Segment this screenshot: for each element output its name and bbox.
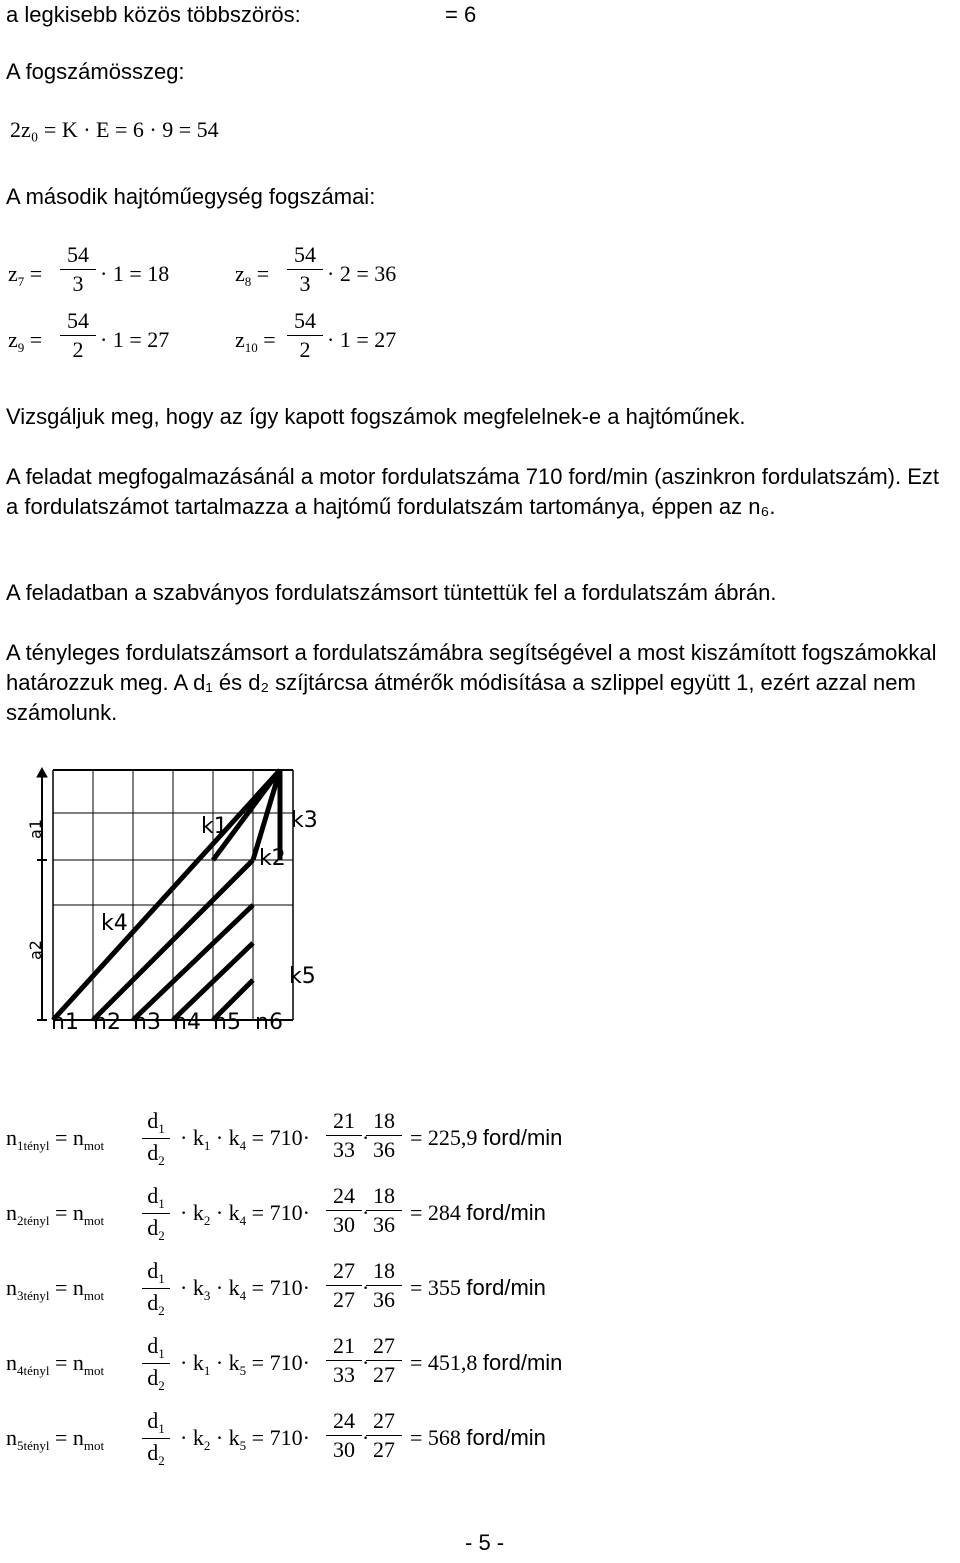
ratio-1 xyxy=(326,1183,362,1238)
dot: · xyxy=(362,1350,370,1375)
ratio-2-bar xyxy=(366,1210,402,1211)
ratio-2-num: 27 xyxy=(373,1333,395,1358)
n-symbol: n xyxy=(72,1275,84,1300)
ratio-1-bar xyxy=(326,1360,362,1361)
d2 xyxy=(142,1290,170,1319)
result-unit: ford/min xyxy=(482,1125,563,1150)
ratio-2-den: 36 xyxy=(373,1212,395,1237)
result-value: 225,9 xyxy=(427,1125,478,1150)
sum-title: A fogszámösszeg: xyxy=(6,59,185,84)
z-rest: · 1 = 18 xyxy=(100,261,170,286)
z-rest: · 1 = 27 xyxy=(100,327,170,352)
k-symbol: k xyxy=(228,1425,240,1450)
ratio-1 xyxy=(326,1333,362,1388)
z-index: 10 xyxy=(244,340,258,355)
n-mot-index: mot xyxy=(83,1363,105,1378)
d-index: 1 xyxy=(158,1121,165,1136)
d2 xyxy=(142,1365,170,1394)
d-symbol: d xyxy=(147,1408,159,1433)
k-product: · $k_2 \cdot k_5 = 710\cdot$ xyxy=(180,1425,310,1453)
d-index: 2 xyxy=(158,1378,165,1393)
ratio-1 xyxy=(326,1108,362,1163)
z-fraction-bar xyxy=(287,335,323,336)
dot: · xyxy=(362,1275,370,1300)
n-mot-index: mot xyxy=(83,1213,105,1228)
d-bar xyxy=(142,1138,170,1139)
n-mot-index: mot xyxy=(83,1438,105,1453)
d-index: 1 xyxy=(158,1196,165,1211)
speed-result: = 568 ford/min xyxy=(410,1425,546,1450)
z-index: 9 xyxy=(17,340,25,355)
k-symbol: k xyxy=(228,1125,240,1150)
ratio-2-num: 18 xyxy=(373,1258,395,1283)
result-unit: ford/min xyxy=(466,1275,546,1300)
k-symbol: k xyxy=(192,1425,204,1450)
d-index: 2 xyxy=(158,1453,165,1468)
ratio-2-den: 27 xyxy=(373,1437,395,1462)
k-index: 4 xyxy=(239,1138,247,1153)
d2 xyxy=(142,1440,170,1469)
d-symbol: d xyxy=(147,1365,159,1390)
paragraph-actual: A tényleges fordulatszámsort a fordulatszámábra segítségével a most kiszámított fogszámokkal határozzuk meg. A d₁ és d₂ szíjtárcsa átmérők módisítása a szlippel együtt 1, ezért azzal nem számolunk. xyxy=(6,640,937,725)
label-k2: k2 xyxy=(259,846,286,871)
ratio-2-num: 18 xyxy=(373,1183,395,1208)
speed-lhs: $n_{5tényl} = n_{mot}$ xyxy=(6,1425,105,1453)
speed-lhs: $n_{1tényl} = n_{mot}$ xyxy=(6,1125,105,1153)
d-bar xyxy=(142,1213,170,1214)
z-fraction xyxy=(287,308,323,363)
result-value: 284 xyxy=(427,1200,461,1225)
result-value: 451,8 xyxy=(427,1350,478,1375)
d-symbol: d xyxy=(147,1140,159,1165)
d-index: 1 xyxy=(158,1271,165,1286)
d-index: 1 xyxy=(158,1346,165,1361)
speed-result: = 355 ford/min xyxy=(410,1275,546,1300)
motor-speed: 710 xyxy=(269,1425,303,1450)
label-k4: k4 xyxy=(101,911,128,936)
ratio-1-bar xyxy=(326,1435,362,1436)
ratio-2 xyxy=(366,1258,402,1313)
z-fraction xyxy=(60,308,96,363)
z-index: 7 xyxy=(17,274,25,289)
d-symbol: d xyxy=(147,1290,159,1315)
ratio-1-bar xyxy=(326,1135,362,1136)
ratio-1-bar xyxy=(326,1210,362,1211)
z-symbol: z xyxy=(8,261,18,286)
n-index: 1tényl xyxy=(17,1138,50,1153)
ratio-2-bar xyxy=(366,1135,402,1136)
z-fraction-bar xyxy=(287,269,323,270)
n-index: 5tényl xyxy=(17,1438,50,1453)
ratio-1-den: 33 xyxy=(333,1362,355,1387)
k-index: 4 xyxy=(239,1288,247,1303)
n-symbol: n xyxy=(6,1125,17,1150)
n-symbol: n xyxy=(6,1425,17,1450)
ratio-1-num: 21 xyxy=(333,1333,355,1358)
ratio-1-den: 30 xyxy=(333,1212,355,1237)
n-symbol: n xyxy=(72,1425,84,1450)
result-unit: ford/min xyxy=(466,1425,546,1450)
k-index: 1 xyxy=(203,1138,211,1153)
ratio-1-den: 27 xyxy=(333,1287,355,1312)
k-symbol: k xyxy=(192,1125,204,1150)
motor-speed: 710 xyxy=(269,1125,303,1150)
result-unit: ford/min xyxy=(466,1200,546,1225)
ratio-2-den: 36 xyxy=(373,1137,395,1162)
z-lhs: $z_9$ = xyxy=(8,327,43,355)
z-rest: · 1 = 27 xyxy=(327,327,397,352)
d-bar xyxy=(142,1363,170,1364)
k-symbol: k xyxy=(192,1200,204,1225)
z-fraction-num: 54 xyxy=(67,308,89,333)
n-symbol: n xyxy=(6,1350,17,1375)
d-symbol: d xyxy=(147,1108,159,1133)
k-index: 5 xyxy=(239,1438,247,1453)
d2 xyxy=(142,1215,170,1244)
z-fraction-den: 3 xyxy=(299,271,311,296)
dot: · xyxy=(362,1200,370,1225)
z-symbol: z xyxy=(8,327,18,352)
k-product: · $k_1 \cdot k_4 = 710\cdot$ xyxy=(180,1125,310,1153)
ratio-2 xyxy=(366,1408,402,1463)
ratio-1-den: 30 xyxy=(333,1437,355,1462)
speed-lhs: $n_{4tényl} = n_{mot}$ xyxy=(6,1350,105,1378)
speed-diagram xyxy=(25,765,345,1035)
dot: · xyxy=(362,1125,370,1150)
d1 xyxy=(142,1183,170,1212)
label-n6: n6 xyxy=(255,1010,283,1035)
speed-result: = 225,9 ford/min xyxy=(410,1125,563,1150)
label-n5: n5 xyxy=(213,1010,241,1035)
ratio-2 xyxy=(366,1333,402,1388)
label-n1: n1 xyxy=(51,1010,79,1035)
speed-result: = 451,8 ford/min xyxy=(410,1350,563,1375)
k-symbol: k xyxy=(228,1275,240,1300)
d-ratio xyxy=(142,1108,170,1169)
d-index: 2 xyxy=(158,1228,165,1243)
paragraph-check: Vizsgáljuk meg, hogy az így kapott fogszámok megfelelnek-e a hajtóműnek. xyxy=(6,404,746,429)
d1 xyxy=(142,1408,170,1437)
ratio-1 xyxy=(326,1408,362,1463)
z-fraction-num: 54 xyxy=(67,242,89,267)
label-a1: a1 xyxy=(26,819,45,839)
ratio-1-num: 27 xyxy=(333,1258,355,1283)
z-fraction-den: 2 xyxy=(299,337,311,362)
d-ratio xyxy=(142,1258,170,1319)
k-index: 2 xyxy=(203,1438,211,1453)
ratio-2-den: 27 xyxy=(373,1362,395,1387)
label-n3: n3 xyxy=(133,1010,161,1035)
speed-lhs: $n_{2tényl} = n_{mot}$ xyxy=(6,1200,105,1228)
dot: · xyxy=(362,1425,370,1450)
d-symbol: d xyxy=(147,1215,159,1240)
k-symbol: k xyxy=(228,1200,240,1225)
label-n2: n2 xyxy=(93,1010,121,1035)
n-symbol: n xyxy=(6,1275,17,1300)
ratio-2-bar xyxy=(366,1360,402,1361)
paragraph-motor: A feladat megfogalmazásánál a motor fordulatszáma 710 ford/min (aszinkron fordulatszám). Ezt a fordulatszámot tartalmazza a hajtómű fordulatszám tartománya, éppen az n₆. xyxy=(6,464,940,519)
k-product: · $k_3 \cdot k_4 = 710\cdot$ xyxy=(180,1275,310,1303)
n-symbol: n xyxy=(6,1200,17,1225)
d-bar xyxy=(142,1438,170,1439)
d1 xyxy=(142,1258,170,1287)
speed-result: = 284 ford/min xyxy=(410,1200,546,1225)
d-ratio xyxy=(142,1333,170,1394)
n-index: 2tényl xyxy=(17,1213,50,1228)
label-a2: a2 xyxy=(26,940,45,960)
z-lhs: $z_{10}$ = xyxy=(235,327,276,355)
z-fraction xyxy=(60,242,96,297)
d-index: 2 xyxy=(158,1303,165,1318)
k-index: 1 xyxy=(203,1363,211,1378)
n-mot-index: mot xyxy=(83,1138,105,1153)
ratio-2-num: 27 xyxy=(373,1408,395,1433)
k-symbol: k xyxy=(192,1275,204,1300)
d1 xyxy=(142,1333,170,1362)
z-fraction-den: 2 xyxy=(72,337,84,362)
label-k3: k3 xyxy=(291,808,318,833)
k-index: 4 xyxy=(239,1213,247,1228)
paragraph-standard: A feladatban a szabványos fordulatszámsort tüntettük fel a fordulatszám ábrán. xyxy=(6,580,777,605)
motor-speed: 710 xyxy=(269,1350,303,1375)
ratio-1 xyxy=(326,1258,362,1313)
ratio-1-num: 24 xyxy=(333,1183,355,1208)
ratio-2 xyxy=(366,1108,402,1163)
n-symbol: n xyxy=(72,1350,84,1375)
result-value: 568 xyxy=(427,1425,461,1450)
speed-lhs: $n_{3tényl} = n_{mot}$ xyxy=(6,1275,105,1303)
ratio-1-den: 33 xyxy=(333,1137,355,1162)
result-unit: ford/min xyxy=(482,1350,563,1375)
label-n4: n4 xyxy=(173,1010,201,1035)
n-index: 4tényl xyxy=(17,1363,50,1378)
d-index: 1 xyxy=(158,1421,165,1436)
page-number: - 5 - xyxy=(465,1530,505,1555)
n-index: 3tényl xyxy=(17,1288,50,1303)
k-symbol: k xyxy=(192,1350,204,1375)
d-symbol: d xyxy=(147,1183,159,1208)
d-ratio xyxy=(142,1408,170,1469)
n-symbol: n xyxy=(72,1125,84,1150)
z-fraction-num: 54 xyxy=(294,242,316,267)
z-rest: · 2 = 36 xyxy=(327,261,397,286)
sum-formula: 2z₀ = K · E = 6 · 9 = 54 xyxy=(10,117,219,142)
n-symbol: n xyxy=(72,1200,84,1225)
second-title: A második hajtóműegység fogszámai: xyxy=(6,184,376,209)
k-product: · $k_2 \cdot k_4 = 710\cdot$ xyxy=(180,1200,310,1228)
ratio-1-num: 21 xyxy=(333,1108,355,1133)
n-mot-index: mot xyxy=(83,1288,105,1303)
z-index: 8 xyxy=(244,274,252,289)
d-symbol: d xyxy=(147,1440,159,1465)
d1 xyxy=(142,1108,170,1137)
ratio-2-den: 36 xyxy=(373,1287,395,1312)
z-symbol: z xyxy=(235,327,245,352)
label-k1: k1 xyxy=(201,814,228,839)
k-product: · $k_1 \cdot k_5 = 710\cdot$ xyxy=(180,1350,310,1378)
ratio-1-num: 24 xyxy=(333,1408,355,1433)
k-symbol: k xyxy=(228,1350,240,1375)
d-symbol: d xyxy=(147,1333,159,1358)
ratio-2-bar xyxy=(366,1285,402,1286)
lcm-label: a legkisebb közös többszörös: xyxy=(6,2,301,27)
motor-speed: 710 xyxy=(269,1275,303,1300)
ratio-2 xyxy=(366,1183,402,1238)
d-symbol: d xyxy=(147,1258,159,1283)
ratio-2-bar xyxy=(366,1435,402,1436)
k-index: 3 xyxy=(203,1288,211,1303)
z-fraction-num: 54 xyxy=(294,308,316,333)
d-ratio xyxy=(142,1183,170,1244)
z-fraction xyxy=(287,242,323,297)
ratio-2-num: 18 xyxy=(373,1108,395,1133)
d-bar xyxy=(142,1288,170,1289)
d-index: 2 xyxy=(158,1153,165,1168)
z-symbol: z xyxy=(235,261,245,286)
z-lhs: $z_8$ = xyxy=(235,261,270,289)
z-fraction-bar xyxy=(60,269,96,270)
z-lhs: $z_7$ = xyxy=(8,261,43,289)
d2 xyxy=(142,1140,170,1169)
z-fraction-bar xyxy=(60,335,96,336)
z-fraction-den: 3 xyxy=(72,271,84,296)
k-index: 5 xyxy=(239,1363,247,1378)
label-k5: k5 xyxy=(289,964,316,989)
lcm-value: = 6 xyxy=(445,2,477,27)
motor-speed: 710 xyxy=(269,1200,303,1225)
result-value: 355 xyxy=(427,1275,461,1300)
k-index: 2 xyxy=(203,1213,211,1228)
ratio-1-bar xyxy=(326,1285,362,1286)
